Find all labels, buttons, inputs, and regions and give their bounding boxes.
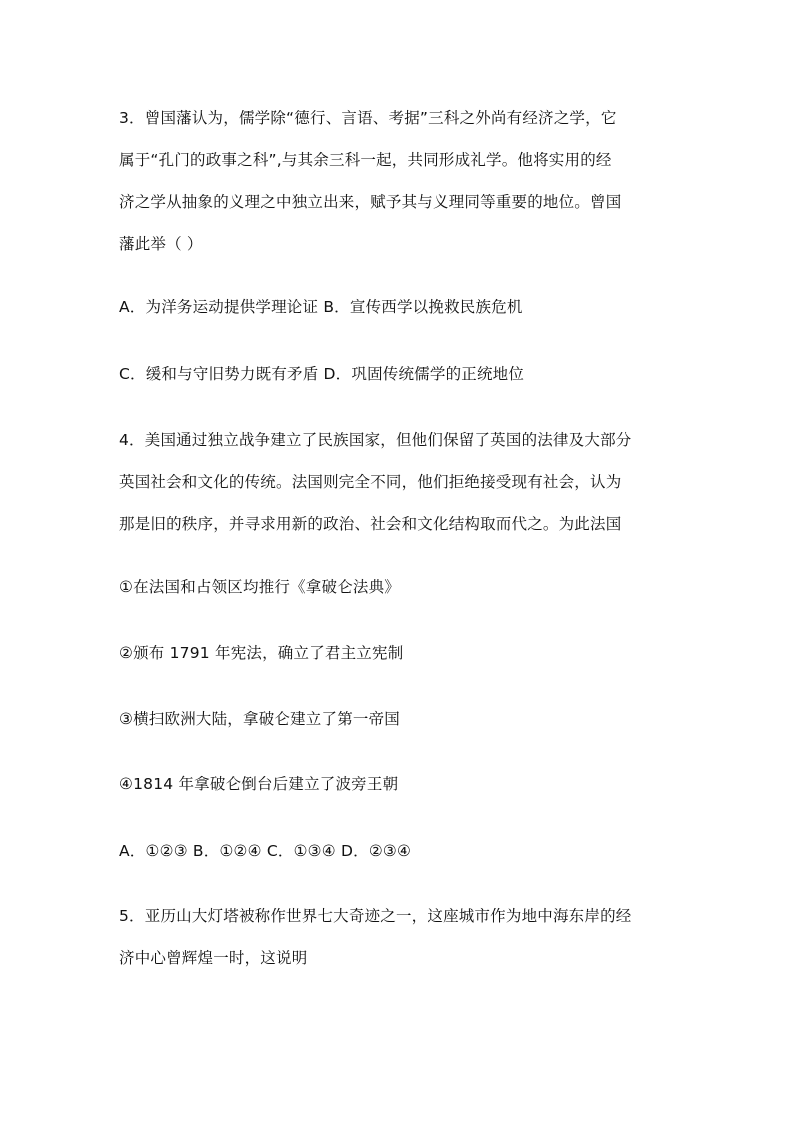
question-4-item-2: ②颁布 1791 年宪法，确立了君主立宪制 (119, 644, 404, 662)
question-3-line-2: 属于“孔门的政事之科”,与其余三科一起，共同形成礼学。他将实用的经 (119, 151, 612, 169)
question-3-line-3: 济之学从抽象的义理之中独立出来，赋予其与义理同等重要的地位。曾国 (119, 193, 622, 211)
question-3-options-cd: C．缓和与守旧势力既有矛盾 D．巩固传统儒学的正统地位 (119, 365, 525, 383)
question-5-line-1: 5．亚历山大灯塔被称作世界七大奇迹之一，这座城市作为地中海东岸的经 (119, 907, 632, 925)
question-4-options: A．①②③ B．①②④ C．①③④ D．②③④ (119, 842, 412, 860)
question-3-line-1: 3．曾国藩认为，儒学除“德行、言语、考据”三科之外尚有经济之学，它 (119, 109, 617, 127)
question-4-item-3: ③横扫欧洲大陆，拿破仑建立了第一帝国 (119, 710, 400, 728)
question-4-line-3: 那是旧的秩序，并寻求用新的政治、社会和文化结构取而代之。为此法国 (119, 515, 622, 533)
question-4-line-1: 4．美国通过独立战争建立了民族国家，但他们保留了英国的法律及大部分 (119, 431, 632, 449)
question-5-line-2: 济中心曾辉煌一时，这说明 (119, 949, 308, 967)
question-4-line-2: 英国社会和文化的传统。法国则完全不同，他们拒绝接受现有社会，认为 (119, 473, 622, 491)
question-4-item-4: ④1814 年拿破仑倒台后建立了波旁王朝 (119, 775, 399, 793)
question-3-line-4: 藩此举（ ） (119, 235, 203, 253)
question-4-item-1: ①在法国和占领区均推行《拿破仑法典》 (119, 578, 400, 596)
question-3-options-ab: A．为洋务运动提供学理论证 B．宣传西学以挽救民族危机 (119, 298, 523, 316)
